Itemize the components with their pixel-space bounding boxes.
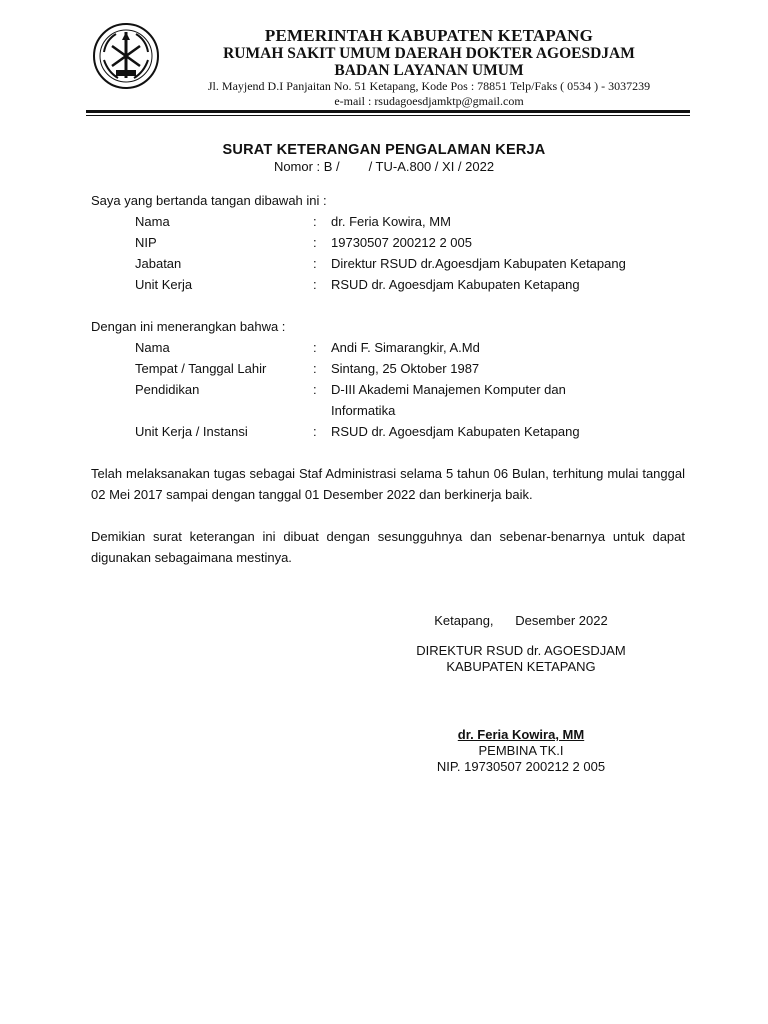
position-line-1: DIREKTUR RSUD dr. AGOESDJAM (416, 643, 626, 658)
regency-emblem-icon (92, 22, 160, 90)
letterhead-divider-thin (86, 115, 690, 116)
row-label: Nama (135, 340, 170, 355)
row-value: D-III Akademi Manajemen Komputer dan (331, 382, 566, 397)
row-value: 19730507 200212 2 005 (331, 235, 472, 250)
row-value: dr. Feria Kowira, MM (331, 214, 451, 229)
row-colon: : (313, 361, 317, 376)
signer-row (135, 211, 695, 232)
signer-row (135, 253, 695, 274)
letterhead-hospital: RUMAH SAKIT UMUM DAERAH DOKTER AGOESDJAM (223, 45, 635, 62)
letterhead-divider-thick (86, 110, 690, 113)
letterhead-government: PEMERINTAH KABUPATEN KETAPANG (264, 26, 594, 45)
letterhead-address: Jl. Mayjend D.I Panjaitan No. 51 Ketapang, Kode Pos : 78851 Telp/Faks ( 0534 ) - 3037239 (207, 79, 651, 93)
row-label: Tempat / Tanggal Lahir (135, 361, 267, 376)
position-line-2: KABUPATEN KETAPANG (446, 659, 596, 674)
employee-row (135, 400, 695, 421)
row-label: Pendidikan (135, 382, 200, 397)
letterhead-agency: BADAN LAYANAN UMUM (334, 62, 524, 79)
row-label: NIP (135, 235, 157, 250)
signatory-name: dr. Feria Kowira, MM (457, 727, 585, 742)
employee-row (135, 337, 695, 358)
row-label: Nama (135, 214, 170, 229)
signatory-nip: NIP. 19730507 200212 2 005 (436, 759, 606, 774)
row-colon: : (313, 256, 317, 271)
signer-row (135, 232, 695, 253)
row-label: Unit Kerja (135, 277, 193, 292)
row-value: RSUD dr. Agoesdjam Kabupaten Ketapang (331, 277, 580, 292)
intro2-text: Dengan ini menerangkan bahwa : (91, 319, 286, 334)
row-value: Sintang, 25 Oktober 1987 (331, 361, 480, 376)
row-value: Informatika (331, 403, 396, 418)
row-value: Andi F. Simarangkir, A.Md (331, 340, 480, 355)
row-colon: : (313, 382, 317, 397)
row-colon: : (313, 235, 317, 250)
employee-row (135, 358, 695, 379)
employee-row (135, 379, 695, 400)
signatory (380, 727, 662, 775)
closing-paragraph: Demikian surat keterangan ini dibuat dengan sesungguhnya dan sebenar-benarnya untuk dapat digunakan sebagaimana mestinya. (91, 529, 685, 565)
row-label: Unit Kerja / Instansi (135, 424, 248, 439)
row-colon: : (313, 424, 317, 439)
row-colon: : (313, 340, 317, 355)
signer-row (135, 274, 695, 295)
row-colon: : (313, 214, 317, 229)
place-date: Ketapang, Desember 2022 (434, 613, 608, 628)
body-paragraph: Telah melaksanakan tugas sebagai Staf Administrasi selama 5 tahun 06 Bulan, terhitung mulai tanggal 02 Mei 2017 sampai dengan tanggal 01 Desember 2022 dan berkinerja baik. (91, 466, 685, 502)
letterhead-email: e-mail : rsudagoesdjamktp@gmail.com (334, 94, 524, 108)
row-value: Direktur RSUD dr.Agoesdjam Kabupaten Ketapang (331, 256, 626, 271)
intro-text: Saya yang bertanda tangan dibawah ini : (91, 193, 327, 208)
letter-number: Nomor : B / / TU-A.800 / XI / 2022 (273, 159, 495, 174)
signatory-rank: PEMBINA TK.I (478, 743, 564, 758)
employee-row (135, 421, 695, 442)
row-label: Jabatan (135, 256, 182, 271)
row-colon: : (313, 277, 317, 292)
row-value: RSUD dr. Agoesdjam Kabupaten Ketapang (331, 424, 580, 439)
signature-position (380, 643, 662, 675)
letter-title: SURAT KETERANGAN PENGALAMAN KERJA (222, 142, 546, 158)
letterhead (160, 26, 698, 108)
